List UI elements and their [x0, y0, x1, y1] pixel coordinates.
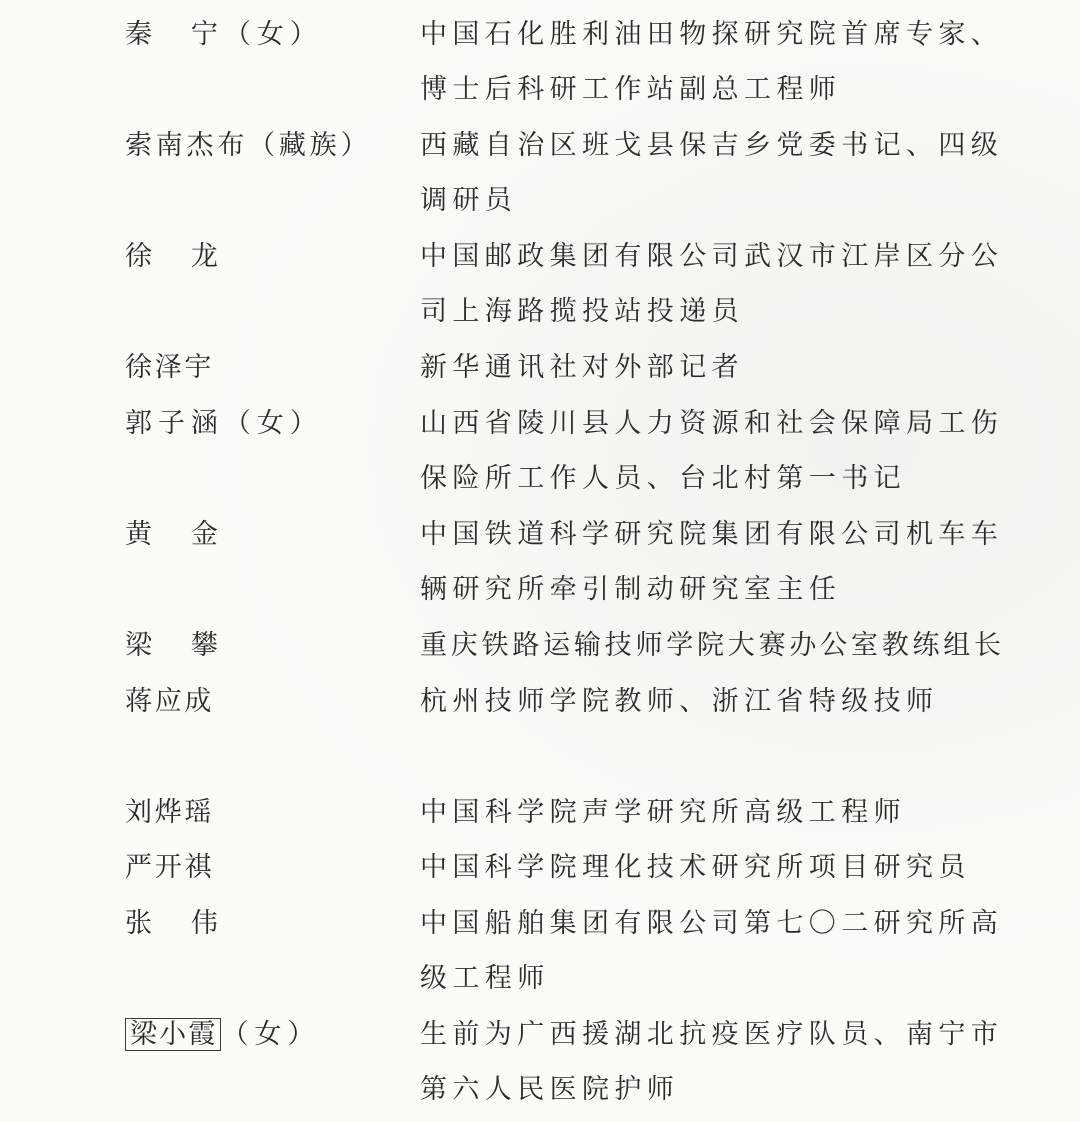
person-title-line: 辆研究所牵引制动研究室主任	[420, 574, 842, 605]
person-title-line: 中国船舶集团有限公司第七〇二研究所高	[420, 908, 1004, 939]
person-name: 秦 宁（女）	[125, 19, 323, 50]
person-title-line: 山西省陵川县人力资源和社会保障局工伤	[420, 408, 1004, 439]
person-title-line: 重庆铁路运输技师学院大赛办公室教练组长	[420, 630, 1005, 661]
person-name: 索南杰布（藏族）	[125, 130, 372, 161]
person-title-line: 司上海路揽投站投递员	[420, 296, 744, 327]
person-title-line: 杭州技师学院教师、浙江省特级技师	[420, 686, 939, 717]
person-name: 黄 金	[125, 519, 224, 550]
name-suffix: （女）	[221, 1019, 321, 1050]
memorial-name-box: 梁小霞	[125, 1018, 221, 1051]
person-title-line: 第六人民医院护师	[420, 1074, 680, 1105]
person-name: 张 伟	[125, 908, 224, 939]
person-name: 刘烨瑶	[125, 797, 215, 828]
person-title-line: 中国铁道科学研究院集团有限公司机车车	[420, 519, 1004, 550]
person-name: 徐泽宇	[125, 352, 215, 383]
person-name: 郭子涵（女）	[125, 408, 323, 439]
person-title-line: 博士后科研工作站副总工程师	[420, 74, 842, 105]
person-title-line: 调研员	[420, 185, 518, 216]
person-title-line: 西藏自治区班戈县保吉乡党委书记、四级	[420, 130, 1004, 161]
person-name-memorial	[125, 1018, 320, 1052]
person-title-line: 中国邮政集团有限公司武汉市江岸区分公	[420, 241, 1004, 272]
person-name: 蒋应成	[125, 686, 215, 717]
person-name: 徐 龙	[125, 241, 224, 272]
person-title-line: 中国科学院理化技术研究所项目研究员	[420, 852, 971, 883]
person-title-line: 中国石化胜利油田物探研究院首席专家、	[420, 19, 1004, 50]
person-name: 梁 攀	[125, 630, 224, 661]
person-name: 严开祺	[125, 852, 215, 883]
person-title-line: 级工程师	[420, 963, 550, 994]
person-title-line: 生前为广西援湖北抗疫医疗队员、南宁市	[420, 1019, 1004, 1050]
person-title-line: 保险所工作人员、台北村第一书记	[420, 463, 906, 494]
person-title-line: 中国科学院声学研究所高级工程师	[420, 797, 906, 828]
person-title-line: 新华通讯社对外部记者	[420, 352, 744, 383]
